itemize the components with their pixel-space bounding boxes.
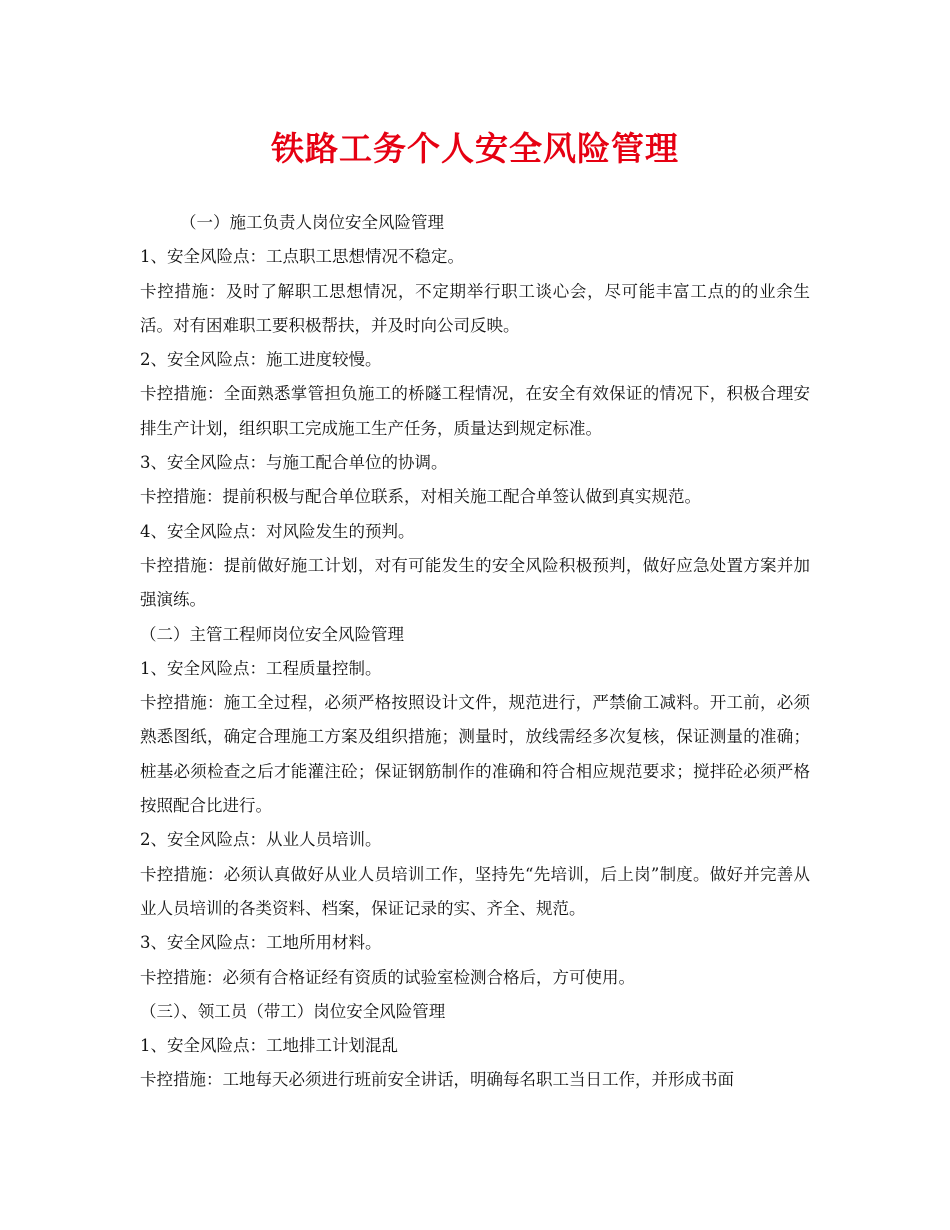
risk-point: 2、安全风险点：施工进度较慢。 [140, 350, 382, 370]
control-measure: 卡控措施：必须有合格证经有资质的试验室检测合格后，方可使用。 [140, 967, 635, 987]
risk-point: 1、安全风险点：工程质量控制。 [140, 658, 382, 678]
document-title: 铁路工务个人安全风险管理 [271, 129, 679, 168]
section-heading-3: （三）、领工员（带工）岗位安全风险管理 [140, 1001, 446, 1021]
risk-point: 3、安全风险点：与施工配合单位的协调。 [140, 453, 448, 473]
control-measure: 卡控措施：提前积极与配合单位联系，对相关施工配合单签认做到真实规范。 [140, 487, 701, 507]
section-heading-1: （一）施工负责人岗位安全风险管理 [180, 213, 444, 232]
risk-point: 1、安全风险点：工点职工思想情况不稳定。 [140, 247, 464, 267]
risk-point: 4、安全风险点：对风险发生的预判。 [140, 521, 415, 541]
risk-point: 1、安全风险点：工地排工计划混乱 [140, 1036, 398, 1056]
control-measure: 卡控措施：提前做好施工计划，对有可能发生的安全风险积极预判，做好应急处置方案并加强演练。 [140, 555, 810, 610]
control-measure: 卡控措施：工地每天必须进行班前安全讲话，明确每名职工当日工作，并形成书面 [140, 1070, 734, 1090]
section-heading-2: （二）主管工程师岗位安全风险管理 [140, 624, 404, 644]
control-measure: 卡控措施：及时了解职工思想情况，不定期举行职工谈心会，尽可能丰富工点的的业余生活。对有困难职工要积极帮扶，并及时向公司反映。 [140, 281, 810, 335]
risk-point: 2、安全风险点：从业人员培训。 [140, 830, 382, 850]
document-body [140, 206, 810, 1098]
risk-point: 3、安全风险点：工地所用材料。 [140, 933, 382, 953]
control-measure: 卡控措施：必须认真做好从业人员培训工作，坚持先“先培训，后上岗”制度。做好并完善从业人员培训的各类资料、档案，保证记录的实、齐全、规范。 [140, 864, 810, 918]
control-measure: 卡控措施：施工全过程，必须严格按照设计文件，规范进行，严禁偷工减料。开工前，必须熟悉图纸，确定合理施工方案及组织措施；测量时，放线需经多次复核，保证测量的准确；桩基必须检查之后才能灌注砼；保证钢筋制作的准确和符合相应规范要求；搅拌砼必须严格按照配合比进行。 [140, 693, 810, 816]
control-measure: 卡控措施：全面熟悉掌管担负施工的桥隧工程情况，在安全有效保证的情况下，积极合理安排生产计划，组织职工完成施工生产任务，质量达到规定标准。 [140, 384, 810, 438]
